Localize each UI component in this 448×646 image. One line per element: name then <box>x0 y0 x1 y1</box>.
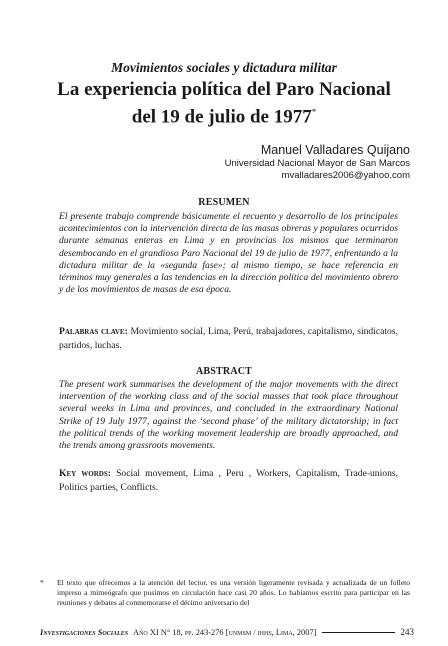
author-email[interactable]: mvalladares2006@yahoo.com <box>281 170 410 181</box>
key-words-label: Key words: <box>59 468 111 479</box>
author-block <box>225 143 410 182</box>
palabras-clave <box>59 325 398 352</box>
footnote-text: El texto que ofrecemos a la atención del lector, es una versión ligeramente revisada y actualizada de un folleto impreso a mimeógrafo que pusimos en circulación hace casi 20 años. Lo habíamos escrito para participar en las reuniones y debates al conmemorarse el décimo aniversario del <box>57 578 410 607</box>
page-number: 243 <box>400 627 414 637</box>
page-footer <box>40 627 414 637</box>
author-name: Manuel Valladares Quijano <box>260 143 410 157</box>
title-line-2 <box>40 101 408 128</box>
title-footnote-mark: * <box>311 107 317 117</box>
resumen-text: El presente trabajo comprende básicamente el recuento y desarrollo de los principales acontecimientos con la intervención directa de las masas obreras y populares ocurridos durante semanas enteras en Lima y en provincias los mismos que terminaron desembocando en el grandioso Paro Nacional del 19 de julio de 1977, enfrentando a la dictadura militar de la «segunda fase»; al mismo tiempo, se hace referencia en términos muy generales a las tendencias en la dirección política del movimiento obrero y de los movimientos de masas de esa época. <box>59 211 398 296</box>
footer-rule <box>322 632 394 633</box>
article-title <box>40 79 408 128</box>
issue-info: Año XI N° 18, pp. 243-276 [unmsm / ihhs, Lima, 2007] <box>133 628 317 637</box>
title-line-1: La experiencia política del Paro Nacional <box>57 79 391 100</box>
footnote <box>40 578 410 608</box>
footnote-mark: * <box>40 578 44 587</box>
abstract-heading: ABSTRACT <box>195 366 253 377</box>
resumen-heading: RESUMEN <box>198 197 250 208</box>
abstract-text: The present work summarises the development of the major movements with the direct intervention of the working class and of the social masses that took place throughout several weeks in Lima and provinces, and concluded in the extraordinary National Strike of 19 July 1977, against the ‘second phase’ of the military dictatorship; in fact the political trends of the working movement leadership are broadly approached, and the trends among grassroots movements. <box>59 379 398 452</box>
article-subtitle: Movimientos sociales y dictadura militar <box>111 60 337 75</box>
journal-name: Investigaciones Sociales <box>40 628 129 637</box>
palabras-clave-text: Movimiento social, Lima, Perú, trabajadores, capitalismo, sindicatos, partidos, luchas. <box>59 326 398 351</box>
key-words <box>59 467 398 494</box>
key-words-text: Social movement, Lima , Peru , Workers, Capitalism, Trade-unions, Politics parties, Conflicts. <box>59 468 398 493</box>
author-affiliation: Universidad Nacional Mayor de San Marcos <box>224 158 410 169</box>
palabras-clave-label: Palabras clave: <box>59 326 128 337</box>
title-line-2-text: del 19 de julio de 1977 <box>131 106 312 128</box>
